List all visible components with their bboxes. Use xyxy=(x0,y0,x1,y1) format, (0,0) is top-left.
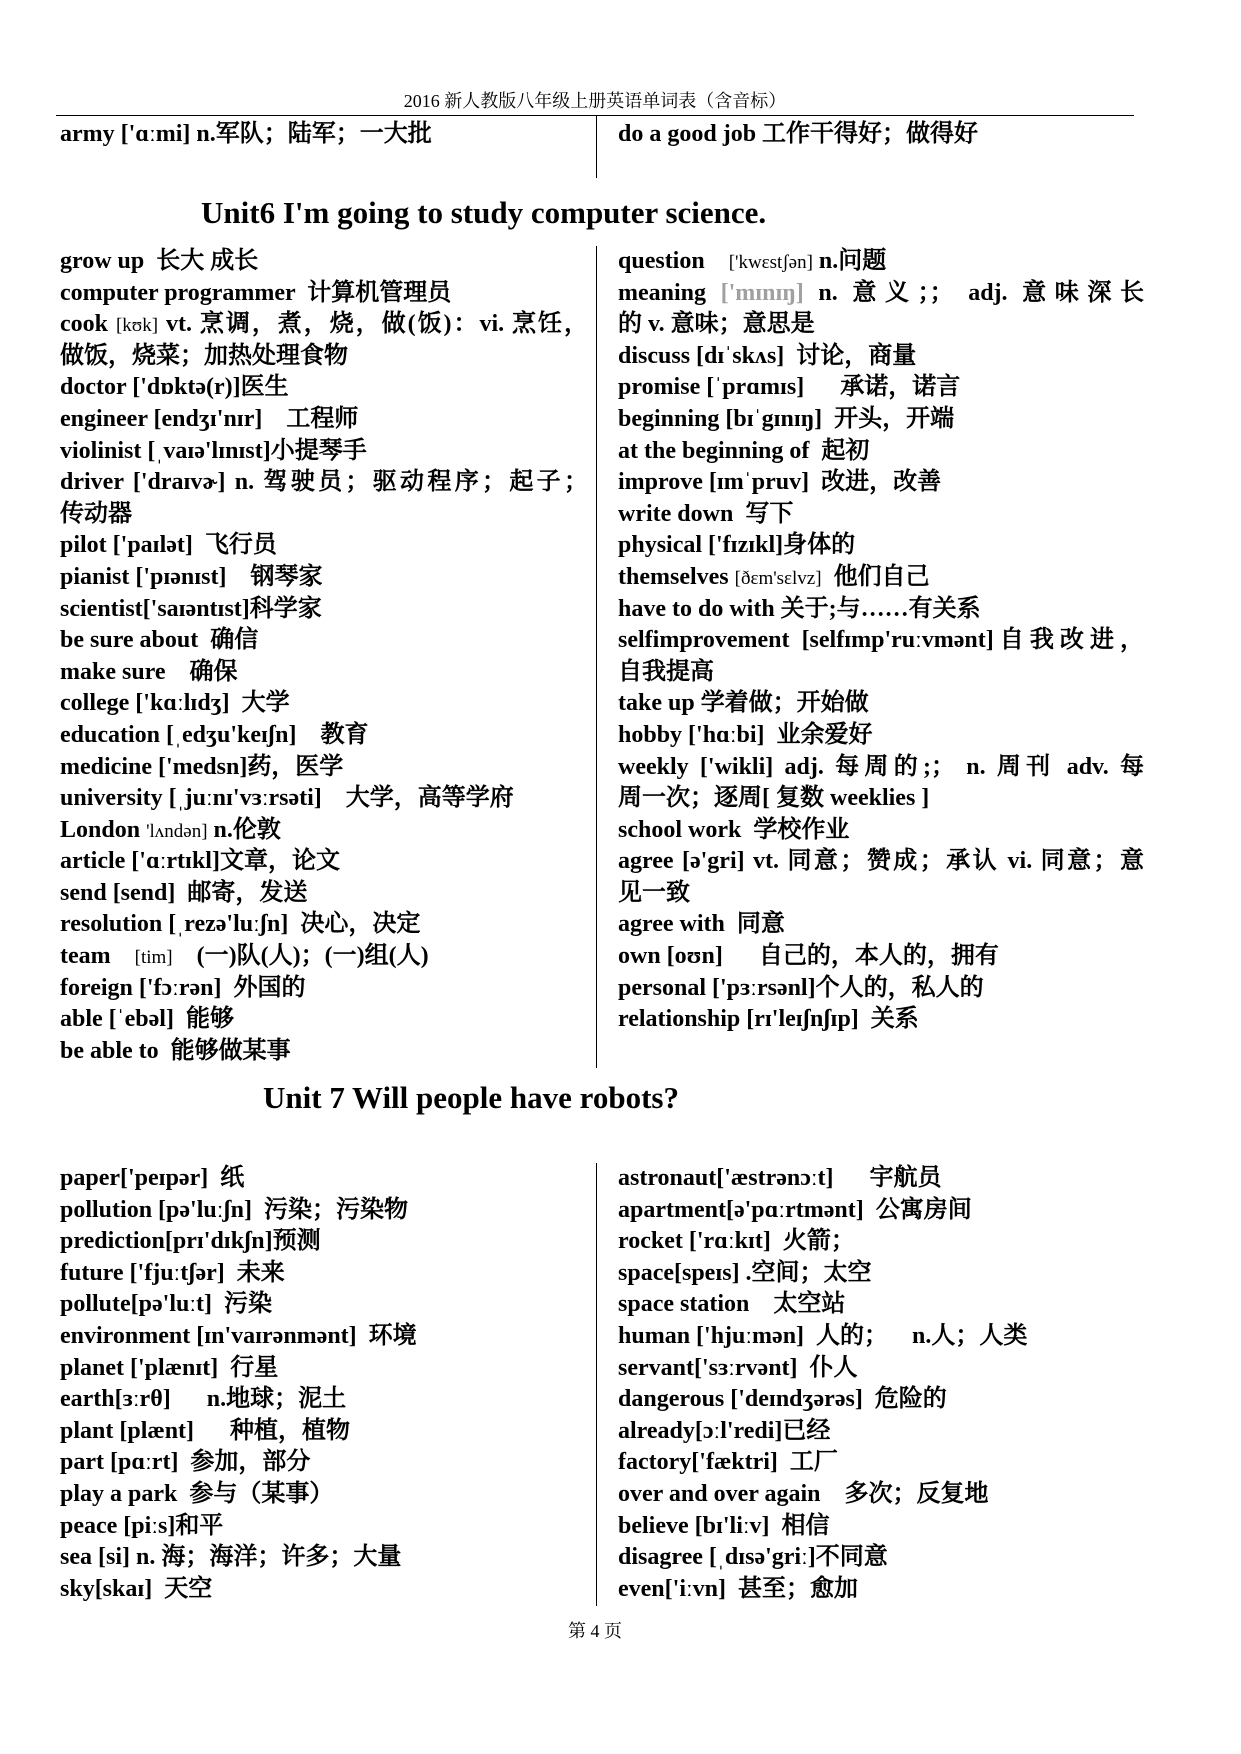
vocab-line: disagree [ˌdɪsə'griː]不同意 xyxy=(618,1544,888,1571)
text-segment: London xyxy=(60,816,147,843)
vocab-line: beginning [bɪˈgɪnɪŋ] 开头，开端 xyxy=(618,405,955,432)
vocab-entry xyxy=(60,1416,588,1448)
vocab-entry xyxy=(60,720,588,752)
vocab-entry xyxy=(618,752,1144,815)
vocab-entry xyxy=(60,246,588,278)
vocab-entry xyxy=(60,119,588,151)
vocab-entry xyxy=(618,119,1144,151)
vocab-line xyxy=(60,815,588,847)
vocab-line: rocket ['rɑːkɪt] 火箭； xyxy=(618,1228,855,1255)
vocab-entry xyxy=(618,625,1144,688)
phonetic-small: [ðɛm'sɛlvz] xyxy=(734,567,822,589)
vocab-line: have to do with 关于;与……有关系 xyxy=(618,595,981,622)
vocab-line: computer programmer 计算机管理员 xyxy=(60,279,452,306)
vocab-line: factory['fæktri] 工厂 xyxy=(618,1449,838,1476)
vocab-line: doctor ['dɒktə(r)]医生 xyxy=(60,374,289,401)
vocab-line: own [oʊn] 自己的，本人的，拥有 xyxy=(618,943,999,970)
vocab-entry xyxy=(60,941,588,973)
vocab-line: personal ['pɜːrsənl]个人的，私人的 xyxy=(618,974,984,1001)
vocab-entry xyxy=(618,1226,1144,1258)
vocab-line: engineer [endʒɪ'nɪr] 工程师 xyxy=(60,405,359,432)
vocab-entry xyxy=(60,625,588,657)
vocab-line: be sure about 确信 xyxy=(60,627,259,654)
text-segment: vt. 烹调，煮，烧，做(饭)：vi. 烹饪， xyxy=(158,311,588,338)
vocab-entry xyxy=(618,499,1144,531)
vocab-entry xyxy=(618,1384,1144,1416)
vocab-entry xyxy=(60,783,588,815)
vocab-entry xyxy=(618,720,1144,752)
vocab-line: 传动器 xyxy=(60,500,132,527)
vocab-entry xyxy=(618,1163,1144,1195)
vocab-entry xyxy=(618,1289,1144,1321)
vocab-line: physical ['fɪzɪkl]身体的 xyxy=(618,532,856,559)
vocab-entry xyxy=(60,309,588,372)
vocab-line: believe [bɪ'liːv] 相信 xyxy=(618,1512,830,1539)
vocab-entry xyxy=(60,1511,588,1543)
vocab-entry xyxy=(618,1479,1144,1511)
vocab-line: driver ['draɪvɚ] n. 驾驶员；驱动程序；起子； xyxy=(60,469,588,496)
vocab-line: be able to 能够做某事 xyxy=(60,1037,291,1064)
text-segment: (一)队(人)；(一)组(人) xyxy=(172,943,429,970)
vocab-entry xyxy=(60,1321,588,1353)
vocab-line: peace [piːs]和平 xyxy=(60,1512,224,1539)
vocab-line: space[speɪs] .空间；太空 xyxy=(618,1259,872,1286)
vocab-line: able [ˈebəl] 能够 xyxy=(60,1006,234,1033)
vocab-entry xyxy=(60,530,588,562)
right-column xyxy=(618,1163,1144,1605)
vocab-line xyxy=(60,309,588,341)
vocab-line: pollution [pə'luːʃn] 污染；污染物 xyxy=(60,1196,408,1223)
vocab-line: violinist [ˌvaɪə'lɪnɪst]小提琴手 xyxy=(60,437,367,464)
text-segment: n.问题 xyxy=(812,248,887,274)
vocab-entry xyxy=(618,1416,1144,1448)
left-column xyxy=(60,119,588,151)
text-segment: themselves xyxy=(618,563,735,590)
vocab-line: selfimprovement [selfɪmp'ruːvmənt]自我改进， xyxy=(618,627,1144,654)
vocab-entry xyxy=(60,467,588,530)
vocab-entry xyxy=(618,246,1144,278)
text-segment: 他们自己 xyxy=(821,563,930,590)
vocab-line: send [send] 邮寄，发送 xyxy=(60,879,308,906)
vocab-entry xyxy=(618,1258,1144,1290)
vocab-entry xyxy=(60,973,588,1005)
vocab-line: earth[ɜːrθ] n.地球；泥土 xyxy=(60,1386,347,1413)
vocab-entry xyxy=(618,909,1144,941)
vocab-line: write down 写下 xyxy=(618,500,794,527)
vocab-entry xyxy=(618,404,1144,436)
vocab-entry xyxy=(60,1258,588,1290)
vocab-entry xyxy=(60,1163,588,1195)
vocab-line: plant [plænt] 种植，植物 xyxy=(60,1417,351,1444)
vocab-entry xyxy=(60,1447,588,1479)
text-segment: team xyxy=(60,943,135,970)
vocab-entry xyxy=(60,404,588,436)
vocab-line: medicine ['medsn]药，医学 xyxy=(60,753,344,780)
vocab-line: make sure 确保 xyxy=(60,658,238,685)
vocab-line: part [pɑːrt] 参加，部分 xyxy=(60,1449,311,1476)
vocab-line: 见一致 xyxy=(618,879,690,906)
vocab-line: take up 学着做；开始做 xyxy=(618,690,869,717)
vocab-entry xyxy=(618,846,1144,909)
vocab-line: pianist ['pɪənɪst] 钢琴家 xyxy=(60,563,323,590)
vocab-entry xyxy=(618,1511,1144,1543)
vocab-entry xyxy=(618,562,1144,594)
vocab-line: scientist['saɪəntɪst]科学家 xyxy=(60,595,322,622)
vocab-entry xyxy=(618,815,1144,847)
vocab-entry xyxy=(60,1289,588,1321)
vocab-entry xyxy=(618,530,1144,562)
vocab-entry xyxy=(60,752,588,784)
vocab-line: already[ɔːl'redi]已经 xyxy=(618,1417,831,1444)
text-segment: n.伦敦 xyxy=(207,816,281,843)
vocab-line: play a park 参与（某事） xyxy=(60,1480,334,1507)
vocab-entry xyxy=(618,436,1144,468)
column-divider xyxy=(596,246,597,1068)
vocab-line: relationship [rɪ'leɪʃnʃɪp] 关系 xyxy=(618,1006,919,1033)
left-column xyxy=(60,246,588,1067)
vocab-entry xyxy=(60,878,588,910)
vocab-entry xyxy=(60,657,588,689)
column-divider xyxy=(596,116,597,178)
vocab-entry xyxy=(60,1542,588,1574)
page-header-title: 2016 新人教版八年级上册英语单词表（含音标） xyxy=(403,91,787,111)
vocab-line xyxy=(618,246,1144,278)
vocab-entry xyxy=(60,278,588,310)
vocab-entry xyxy=(60,688,588,720)
vocab-line: astronaut['æstrənɔːt] 宇航员 xyxy=(618,1165,942,1191)
vocab-line: sky[skaɪ] 天空 xyxy=(60,1575,213,1602)
vocab-entry xyxy=(60,1353,588,1385)
vocab-line: improve [ɪmˈpruv] 改进，改善 xyxy=(618,469,942,496)
left-column xyxy=(60,1163,588,1605)
vocab-line: foreign ['fɔːrən] 外国的 xyxy=(60,974,306,1001)
vocab-line: over and over again 多次；反复地 xyxy=(618,1480,989,1507)
right-column xyxy=(618,119,1144,151)
vocab-entry xyxy=(60,815,588,847)
column-divider xyxy=(596,1163,597,1606)
vocab-entry xyxy=(60,436,588,468)
vocab-entry xyxy=(60,1195,588,1227)
vocab-line: servant['sɜːrvənt] 仆人 xyxy=(618,1354,858,1381)
vocab-entry xyxy=(60,909,588,941)
vocab-entry xyxy=(60,1384,588,1416)
vocab-line: apartment[ə'pɑːrtmənt] 公寓房间 xyxy=(618,1196,972,1223)
top-vocab-section xyxy=(0,116,1241,178)
text-segment: question xyxy=(618,248,729,274)
vocab-entry xyxy=(60,1226,588,1258)
vocab-line: pilot ['paɪlət] 飞行员 xyxy=(60,532,277,559)
vocab-line: even['iːvn] 甚至；愈加 xyxy=(618,1575,858,1602)
vocab-line: army ['ɑːmi] n.军队；陆军；一大批 xyxy=(60,121,432,147)
vocab-line: college ['kɑːlɪdʒ] 大学 xyxy=(60,690,290,717)
vocab-entry xyxy=(618,372,1144,404)
right-column xyxy=(618,246,1144,1036)
vocab-line: promise [ˈprɑmɪs] 承诺，诺言 xyxy=(618,374,961,401)
vocab-line: weekly ['wikli] adj. 每周的;； n. 周刊 adv. 每 xyxy=(618,753,1144,780)
page-number: 第 4 页 xyxy=(568,1621,622,1641)
vocab-line: school work 学校作业 xyxy=(618,816,850,843)
vocab-line: human ['hjuːmən] 人的； n.人；人类 xyxy=(618,1322,1028,1349)
vocab-entry xyxy=(618,341,1144,373)
text-segment: meaning xyxy=(618,279,721,306)
vocab-line: education [ˌedʒu'keɪʃn] 教育 xyxy=(60,721,369,748)
vocab-line: resolution [ˌrezə'luːʃn] 决心，决定 xyxy=(60,911,421,938)
unit-7-vocab-section xyxy=(0,1163,1241,1606)
vocab-entry xyxy=(618,1321,1144,1353)
vocab-entry xyxy=(60,1479,588,1511)
vocab-line: pollute[pə'luːt] 污染 xyxy=(60,1291,273,1318)
vocab-entry xyxy=(618,688,1144,720)
vocab-entry xyxy=(618,1574,1144,1606)
phonetic-small: 'lʌndən] xyxy=(146,820,208,842)
vocab-entry xyxy=(618,1447,1144,1479)
vocab-entry xyxy=(618,1353,1144,1385)
phonetic-small: [tim] xyxy=(134,947,173,969)
vocab-line xyxy=(618,562,1144,594)
vocab-entry xyxy=(60,562,588,594)
vocab-entry xyxy=(60,1574,588,1606)
vocab-entry xyxy=(618,1542,1144,1574)
vocab-line: paper['peɪpər] 纸 xyxy=(60,1165,245,1191)
vocab-entry xyxy=(618,467,1144,499)
vocab-line: article ['ɑːrtɪkl]文章，论文 xyxy=(60,848,340,875)
vocab-line: sea [si] n. 海；海洋；许多；大量 xyxy=(60,1544,402,1571)
vocab-entry xyxy=(618,594,1144,626)
vocab-line xyxy=(60,941,588,973)
vocab-entry xyxy=(60,1036,588,1068)
vocab-entry xyxy=(60,846,588,878)
unit-7-title: Unit 7 Will people have robots? xyxy=(263,1080,679,1115)
vocab-entry xyxy=(618,941,1144,973)
vocab-entry xyxy=(60,1004,588,1036)
vocab-entry xyxy=(618,1004,1144,1036)
phonetic-grey: ['mɪnɪŋ] xyxy=(720,279,804,306)
text-segment: cook xyxy=(60,311,116,338)
vocab-entry xyxy=(618,278,1144,341)
vocab-line: agree with 同意 xyxy=(618,911,785,938)
vocab-line: at the beginning of 起初 xyxy=(618,437,870,464)
vocab-line: prediction[prɪ'dɪkʃn]预测 xyxy=(60,1228,321,1255)
vocab-line: space station 太空站 xyxy=(618,1291,846,1318)
phonetic-small: ['kwɛstʃən] xyxy=(728,252,813,273)
vocab-entry xyxy=(618,1195,1144,1227)
vocab-line: university [ˌjuːnɪ'vɜːrsəti] 大学，高等学府 xyxy=(60,785,514,812)
vocab-line: hobby ['hɑːbi] 业余爱好 xyxy=(618,721,873,748)
vocab-line: agree [ə'gri] vt. 同意；赞成；承认 vi. 同意；意 xyxy=(618,848,1144,875)
vocab-line: dangerous ['deɪndʒərəs] 危险的 xyxy=(618,1386,947,1413)
vocab-line: 周一次；逐周[ 复数 weeklies ] xyxy=(618,785,930,812)
unit-6-title: Unit6 I'm going to study computer science. xyxy=(201,195,767,230)
vocab-line: grow up 长大 成长 xyxy=(60,248,259,274)
vocab-entry xyxy=(618,973,1144,1005)
vocab-entry xyxy=(60,372,588,404)
vocab-line: do a good job 工作干得好；做得好 xyxy=(618,121,979,147)
vocab-line: discuss [dɪˈskʌs] 讨论，商量 xyxy=(618,342,917,369)
vocab-line: 自我提高 xyxy=(618,658,714,685)
vocab-entry xyxy=(60,594,588,626)
vocab-line: environment [ɪn'vaɪrənmənt] 环境 xyxy=(60,1322,417,1349)
vocab-line: planet ['plænɪt] 行星 xyxy=(60,1354,279,1381)
phonetic-small: [kʊk] xyxy=(115,315,159,337)
text-segment: n. 意义；； adj. 意味深长 xyxy=(803,279,1144,306)
vocab-line: future ['fjuːtʃər] 未来 xyxy=(60,1259,285,1286)
vocab-line: 的 v. 意味；意思是 xyxy=(618,311,815,338)
vocab-line xyxy=(618,278,1144,310)
vocab-line: 做饭，烧菜；加热处理食物 xyxy=(60,342,348,369)
unit-6-vocab-section xyxy=(0,246,1241,1068)
